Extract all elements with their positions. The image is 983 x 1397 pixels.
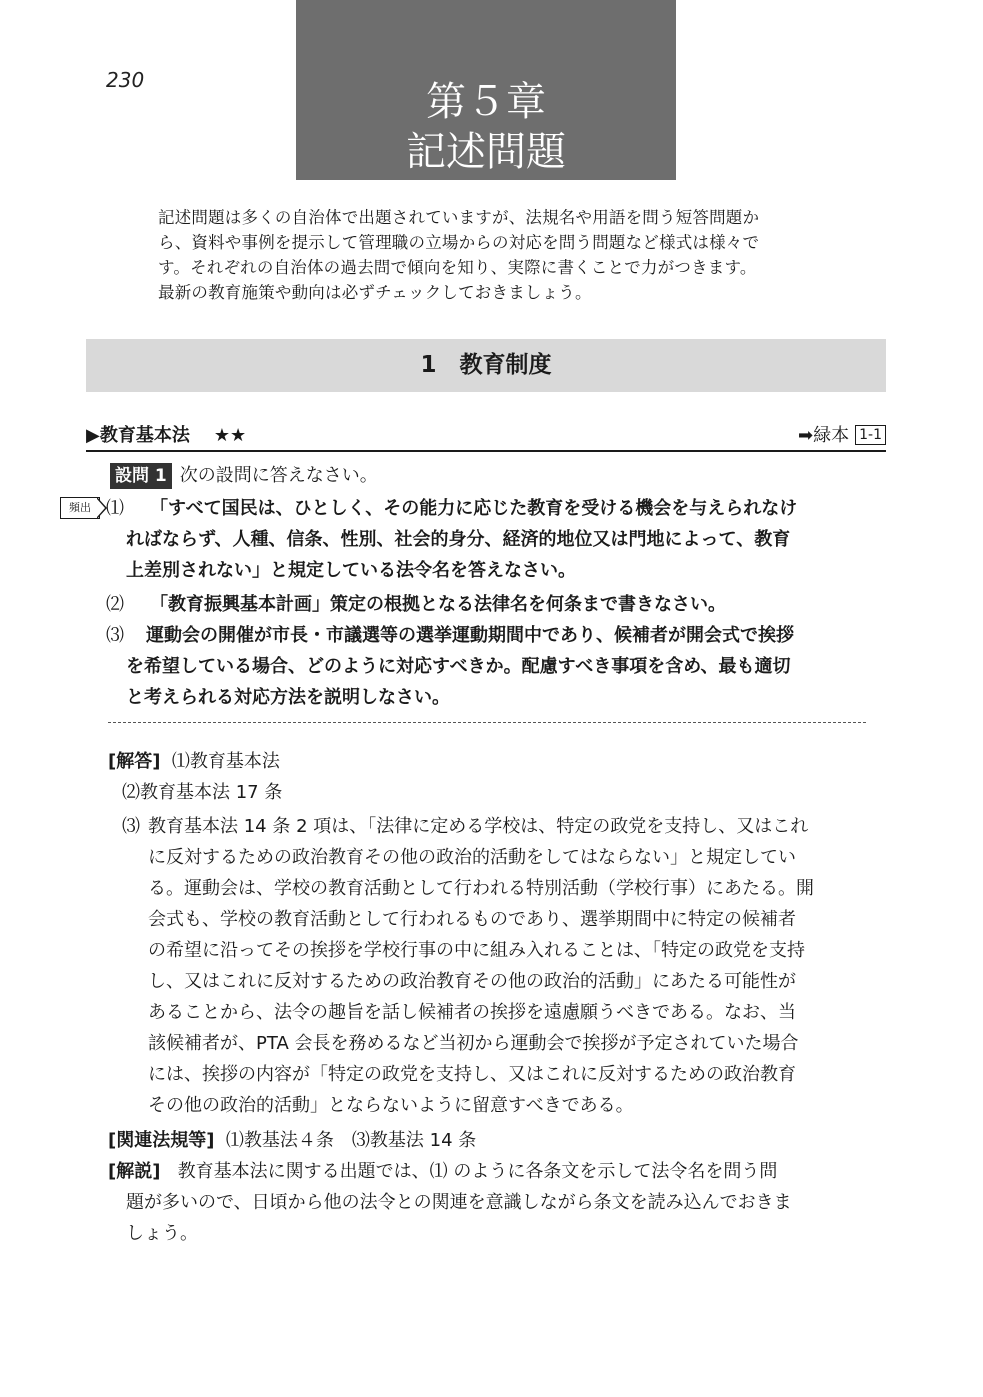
chapter-title: 記述問題	[406, 129, 566, 175]
reference-section-box: 1-1	[855, 425, 886, 445]
answer-1: ⑴教育基本法	[171, 751, 280, 772]
item-number: ⑴	[106, 498, 124, 519]
page-number: 230	[106, 68, 145, 92]
commentary	[108, 1156, 868, 1249]
item-line: 上差別されない」と規定している法令名を答えなさい。	[126, 560, 576, 581]
answer-line-1	[108, 746, 280, 777]
commentary-line: しょう。	[126, 1223, 198, 1244]
related-text: ⑴教基法４条 ⑶教基法 14 条	[225, 1130, 477, 1151]
topic-title-group	[86, 422, 246, 450]
item-line: ればならず、人種、信条、性別、社会的身分、経済的地位又は門地によって、教育	[126, 529, 791, 550]
answer-line: 該候補者が、PTA 会長を務めるなど当初から運動会で挨拶が予定されていた場合	[148, 1033, 799, 1054]
frequent-arrow-inner	[97, 499, 105, 517]
intro-line: 最新の教育施策や動向は必ずチェックしておきましょう。	[158, 283, 592, 302]
chapter-header	[296, 0, 676, 180]
answer-line: し、又はこれに反対するための政治教育その他の政治的活動」にあたる可能性が	[148, 971, 796, 992]
item-number: ⑵	[106, 594, 124, 615]
difficulty-stars: ★★	[213, 425, 247, 446]
question-instruction: 次の設問に答えなさい。	[179, 465, 378, 486]
dashed-divider	[108, 722, 866, 723]
answer-line: る。運動会は、学校の教育活動として行われる特別活動（学校行事）にあたる。開	[148, 878, 814, 899]
topic-title: 教育基本法	[99, 425, 190, 446]
intro-line: ら、資料や事例を提示して管理職の立場からの対応を問う問題など様式は様々で	[158, 233, 760, 252]
chapter-intro	[158, 205, 833, 305]
answer-label: [解答]	[108, 751, 161, 772]
item-line: 「すべて国民は、ひとしく、その能力に応じた教育を受ける機会を与えられなけ	[150, 498, 798, 519]
question-tag: 設問 1	[110, 463, 172, 489]
answer-line: には、挨拶の内容が「特定の政党を支持し、又はこれに反対するための政治教育	[148, 1064, 796, 1085]
item-text	[126, 493, 871, 586]
answer-line: 教育基本法 14 条 2 項は、「法律に定める学校は、特定の政党を支持し、又はこれ	[148, 816, 809, 837]
intro-line: 記述問題は多くの自治体で出題されていますが、法規名や用語を問う短答問題か	[158, 208, 760, 227]
related-laws	[108, 1125, 476, 1156]
answer-2: ⑵教育基本法 17 条	[122, 782, 283, 803]
answer-3	[122, 811, 868, 1121]
related-label: [関連法規等]	[108, 1130, 215, 1151]
item-line: を希望している場合、どのように対応すべきか。配慮すべき事項を含め、最も適切	[126, 656, 791, 677]
cross-reference	[798, 422, 886, 450]
commentary-first-line	[108, 1156, 868, 1187]
section-heading: 1 教育制度	[86, 339, 886, 392]
frequent-tag: 頻出	[60, 497, 100, 519]
answer-3-number: ⑶	[122, 816, 140, 837]
item-line: 運動会の開催が市長・市議選等の選挙運動期間中であり、候補者が開会式で挨拶	[146, 625, 794, 646]
answer-line: 会式も、学校の教育活動として行われるものであり、選挙期間中に特定の候補者	[148, 909, 796, 930]
triangle-marker-icon: ▶	[86, 425, 100, 446]
commentary-label: [解説]	[108, 1161, 161, 1182]
question-header	[110, 462, 378, 490]
item-line: 「教育振興基本計画」策定の根拠となる法律名を何条まで書きなさい。	[150, 594, 726, 615]
commentary-line: 題が多いので、日頃から他の法令との関連を意識しながら条文を読み込んでおきま	[126, 1192, 792, 1213]
reference-label: ➡緑本	[798, 425, 850, 446]
topic-heading	[86, 422, 886, 452]
answer-line: あることから、法令の趣旨を話し候補者の挨拶を遠慮願うべきである。なお、当	[148, 1002, 796, 1023]
answer-line-2	[122, 777, 282, 808]
item-number: ⑶	[106, 625, 124, 646]
answer-line: に反対するための政治教育その他の政治的活動をしてはならない」と規定してい	[148, 847, 796, 868]
intro-line: す。それぞれの自治体の過去問で傾向を知り、実際に書くことで力がつきます。	[158, 258, 757, 277]
item-text	[126, 589, 871, 620]
answer-line: の希望に沿ってその挨拶を学校行事の中に組み入れることは、「特定の政党を支持	[148, 940, 805, 961]
answer-line: その他の政治的活動」とならないように留意すべきである。	[148, 1095, 634, 1116]
commentary-text: 教育基本法に関する出題では、⑴ のように各条文を示して法令名を問う問	[177, 1161, 778, 1182]
chapter-number: 第５章	[426, 79, 546, 125]
item-line: と考えられる対応方法を説明しなさい。	[126, 687, 450, 708]
item-text	[126, 620, 871, 713]
